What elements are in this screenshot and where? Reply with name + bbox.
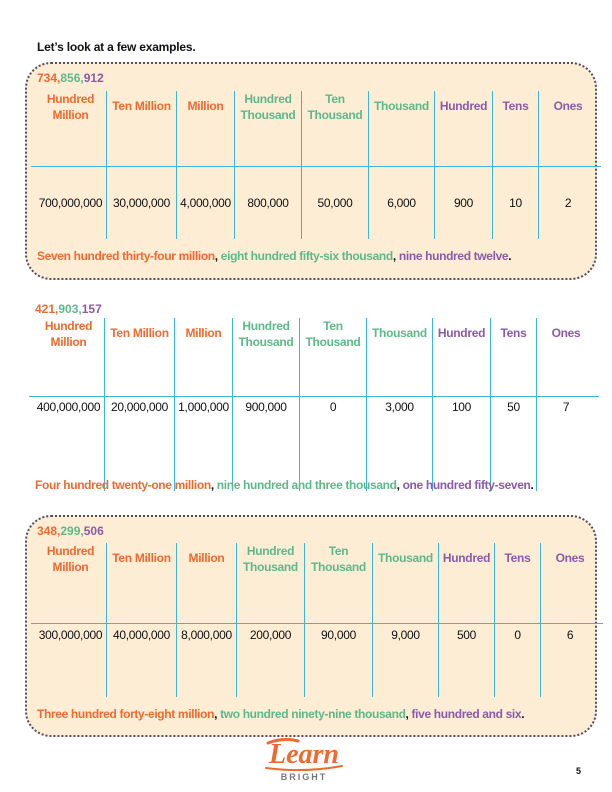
column-header-line: Hundred xyxy=(46,92,95,106)
column-header xyxy=(541,550,599,566)
column-header-line: Thousand xyxy=(311,560,366,574)
column-value: 30,000,000 xyxy=(112,196,171,210)
place-value-column xyxy=(235,91,302,239)
table-divider xyxy=(31,166,601,167)
column-header-line: Million xyxy=(50,335,87,349)
number-part: 506 xyxy=(83,524,104,538)
column-header-line: Hundred xyxy=(46,544,95,558)
words-part: . xyxy=(530,478,534,492)
place-value-column xyxy=(300,318,367,491)
words-part: nine hundred twelve xyxy=(398,249,509,263)
place-value-column xyxy=(177,543,237,697)
column-value: 0 xyxy=(329,400,337,414)
column-value: 9,000 xyxy=(391,628,420,642)
column-header-line: Thousand xyxy=(240,108,296,122)
table-divider xyxy=(31,623,603,624)
column-header xyxy=(537,325,595,341)
place-value-column xyxy=(369,91,435,239)
place-value-column xyxy=(493,91,539,239)
column-header xyxy=(107,550,176,566)
column-header-line: Tens xyxy=(504,551,531,565)
column-header-line: Million xyxy=(52,560,89,574)
column-header-line: Ones xyxy=(551,326,581,340)
example-box-3 xyxy=(25,515,597,737)
column-header-line: Million xyxy=(185,326,222,340)
place-value-column xyxy=(491,318,537,491)
number-part: , xyxy=(57,71,61,85)
number-part: , xyxy=(55,302,59,316)
column-header-line: Thousand xyxy=(378,551,433,565)
number-part: 734 xyxy=(37,71,58,85)
column-value: 500 xyxy=(456,628,477,642)
column-header-line: Tens xyxy=(500,326,527,340)
column-value: 900,000 xyxy=(245,400,287,414)
column-value: 4,000,000 xyxy=(180,196,231,210)
example-number xyxy=(37,524,104,538)
column-header-line: Ten xyxy=(328,544,349,558)
column-value: 50,000 xyxy=(317,196,353,210)
column-value: 200,000 xyxy=(249,628,292,642)
column-header-line: Ten xyxy=(323,319,343,333)
example-number xyxy=(35,302,102,316)
words-part: nine hundred and three thousand xyxy=(216,478,397,492)
column-header-line: Hundred xyxy=(246,544,295,558)
column-value: 6 xyxy=(566,628,574,642)
column-header-line: Thousand xyxy=(238,335,294,349)
place-value-column xyxy=(35,543,107,697)
place-value-column xyxy=(373,543,439,697)
column-value: 8,000,000 xyxy=(181,628,232,642)
column-header-line: Hundred xyxy=(437,326,486,340)
place-value-column xyxy=(539,91,597,239)
number-in-words xyxy=(37,249,511,263)
words-part: two hundred ninety-nine thousand xyxy=(220,707,406,721)
words-part: . xyxy=(508,249,512,263)
number-part: , xyxy=(78,302,82,316)
place-value-column xyxy=(35,91,107,239)
table-divider xyxy=(29,396,599,397)
place-value-column xyxy=(302,91,369,239)
column-header xyxy=(439,550,494,566)
place-value-column xyxy=(537,318,595,491)
words-part: , xyxy=(396,478,403,492)
words-part: . xyxy=(521,707,525,721)
column-header-line: Million xyxy=(188,551,225,565)
column-header xyxy=(493,98,538,114)
column-value: 2 xyxy=(564,196,572,210)
column-header-line: Hundred xyxy=(44,319,93,333)
column-header xyxy=(175,325,232,341)
page-number: 5 xyxy=(576,766,582,776)
place-value-column xyxy=(177,91,235,239)
number-part: , xyxy=(80,524,84,538)
column-header xyxy=(233,318,299,350)
column-header-line: Ones xyxy=(555,551,585,565)
column-value: 800,000 xyxy=(247,196,289,210)
number-part: , xyxy=(80,71,84,85)
number-part: 348 xyxy=(37,524,58,538)
logo-word: Learn xyxy=(269,739,339,770)
column-header xyxy=(495,550,540,566)
column-value: 40,000,000 xyxy=(112,628,171,642)
place-value-column xyxy=(495,543,541,697)
column-header xyxy=(367,325,432,341)
words-part: one hundred fifty-seven xyxy=(402,478,531,492)
column-header-line: Ten Million xyxy=(112,551,171,565)
words-part: eight hundred fifty-six thousand xyxy=(220,249,393,263)
number-part: , xyxy=(57,524,61,538)
number-part: 157 xyxy=(81,302,102,316)
number-part: 299 xyxy=(60,524,81,538)
words-part: Three hundred forty-eight million xyxy=(37,707,215,721)
column-header-line: Thousand xyxy=(305,335,361,349)
column-header-line: Ten Million xyxy=(110,326,169,340)
number-part: 912 xyxy=(83,71,104,85)
learn-bright-logo xyxy=(254,733,354,783)
column-header xyxy=(235,91,301,123)
column-header-line: Thousand xyxy=(307,108,363,122)
number-part: 421 xyxy=(35,302,56,316)
words-part: five hundred and six xyxy=(411,707,522,721)
column-header xyxy=(35,91,106,123)
column-value: 300,000,000 xyxy=(38,628,103,642)
place-value-column xyxy=(107,91,177,239)
place-value-table xyxy=(35,543,587,697)
column-header xyxy=(107,98,176,114)
place-value-table xyxy=(33,318,589,491)
intro-text: Let’s look at a few examples. xyxy=(37,40,196,54)
column-header xyxy=(33,318,104,350)
place-value-column xyxy=(541,543,599,697)
column-value: 0 xyxy=(514,628,521,642)
column-header-line: Million xyxy=(187,99,224,113)
column-header xyxy=(302,91,368,123)
words-part: , xyxy=(214,249,221,263)
example-number xyxy=(37,71,104,85)
column-value: 100 xyxy=(451,400,472,414)
number-part: 903 xyxy=(58,302,79,316)
column-header-line: Million xyxy=(52,108,89,122)
column-value: 1,000,000 xyxy=(178,400,229,414)
place-value-column xyxy=(439,543,495,697)
place-value-column xyxy=(175,318,233,491)
column-header-line: Tens xyxy=(502,99,529,113)
column-header-line: Ten Million xyxy=(112,99,171,113)
column-header-line: Hundred xyxy=(242,319,290,333)
place-value-column xyxy=(367,318,433,491)
place-value-column xyxy=(107,543,177,697)
words-part: , xyxy=(214,707,221,721)
column-header xyxy=(105,325,174,341)
words-part: , xyxy=(405,707,412,721)
column-header xyxy=(435,98,492,114)
column-value: 50 xyxy=(507,400,520,414)
column-value: 3,000 xyxy=(385,400,414,414)
column-header-line: Thousand xyxy=(243,560,298,574)
column-header xyxy=(433,325,490,341)
logo-sub: BRIGHT xyxy=(280,772,328,782)
place-value-column xyxy=(435,91,493,239)
place-value-column xyxy=(33,318,105,491)
words-part: , xyxy=(210,478,217,492)
words-part: Seven hundred thirty-four million xyxy=(37,249,215,263)
words-part: Four hundred twenty-one million xyxy=(35,478,211,492)
column-header xyxy=(177,98,234,114)
column-header xyxy=(369,98,434,114)
column-header xyxy=(35,543,106,575)
column-header xyxy=(305,543,372,575)
place-value-column xyxy=(105,318,175,491)
column-value: 10 xyxy=(509,196,522,210)
column-value: 20,000,000 xyxy=(110,400,169,414)
column-header-line: Ones xyxy=(553,99,583,113)
column-header-line: Thousand xyxy=(372,326,427,340)
column-header xyxy=(300,318,366,350)
place-value-column xyxy=(305,543,373,697)
column-value: 700,000,000 xyxy=(38,196,103,210)
column-header-line: Hundred xyxy=(244,92,292,106)
words-part: , xyxy=(392,249,399,263)
place-value-table xyxy=(35,91,587,239)
column-value: 7 xyxy=(562,400,570,414)
column-value: 6,000 xyxy=(387,196,416,210)
column-header-line: Thousand xyxy=(374,99,429,113)
column-header xyxy=(177,550,236,566)
column-header-line: Hundred xyxy=(439,99,488,113)
column-value: 90,000 xyxy=(321,628,356,642)
column-header-line: Ten xyxy=(325,92,345,106)
column-value: 400,000,000 xyxy=(36,400,101,414)
column-header xyxy=(539,98,597,114)
column-header-line: Hundred xyxy=(442,551,491,565)
column-header xyxy=(491,325,536,341)
number-in-words xyxy=(37,707,524,721)
column-header xyxy=(237,543,304,575)
number-in-words xyxy=(35,478,534,492)
place-value-column xyxy=(233,318,300,491)
place-value-column xyxy=(433,318,491,491)
place-value-column xyxy=(237,543,305,697)
example-box-1 xyxy=(25,62,597,280)
number-part: 856 xyxy=(60,71,81,85)
column-value: 900 xyxy=(453,196,474,210)
column-header xyxy=(373,550,438,566)
example-2 xyxy=(25,295,597,505)
